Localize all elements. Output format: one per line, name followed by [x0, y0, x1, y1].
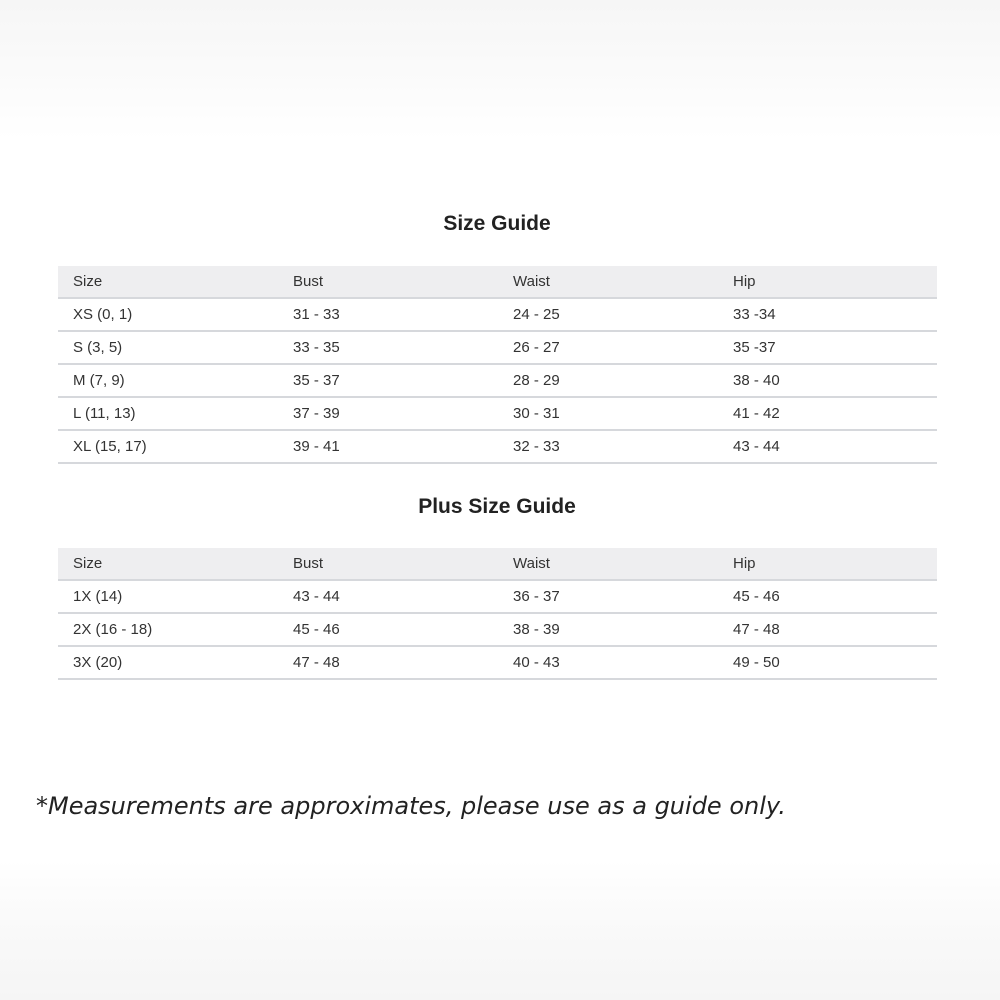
table-row — [58, 646, 937, 679]
hip-cell: 47 - 48 — [733, 613, 937, 646]
bust-cell: 31 - 33 — [293, 298, 513, 331]
waist-cell: 24 - 25 — [513, 298, 733, 331]
waist-cell: 28 - 29 — [513, 364, 733, 397]
measurement-disclaimer: *Measurements are approximates, please use as a guide only. — [36, 792, 786, 820]
size-cell: 1X (14) — [58, 580, 293, 613]
table-header-row — [58, 548, 937, 580]
column-header-size: Size — [58, 548, 293, 580]
table-row — [58, 430, 937, 463]
bust-cell: 35 - 37 — [293, 364, 513, 397]
bust-cell: 37 - 39 — [293, 397, 513, 430]
plus-size-guide-title: Plus Size Guide — [418, 495, 576, 518]
top-background-fade — [0, 0, 1000, 140]
table-row — [58, 397, 937, 430]
hip-cell: 41 - 42 — [733, 397, 937, 430]
hip-cell: 33 -34 — [733, 298, 937, 331]
table-header-row — [58, 266, 937, 298]
size-cell: XL (15, 17) — [58, 430, 293, 463]
column-header-bust: Bust — [293, 548, 513, 580]
hip-cell: 43 - 44 — [733, 430, 937, 463]
waist-cell: 26 - 27 — [513, 331, 733, 364]
waist-cell: 40 - 43 — [513, 646, 733, 679]
table-row — [58, 364, 937, 397]
size-cell: 3X (20) — [58, 646, 293, 679]
bust-cell: 39 - 41 — [293, 430, 513, 463]
size-guide-title: Size Guide — [443, 212, 551, 235]
bust-cell: 47 - 48 — [293, 646, 513, 679]
bottom-background-fade — [0, 860, 1000, 1000]
hip-cell: 38 - 40 — [733, 364, 937, 397]
column-header-waist: Waist — [513, 266, 733, 298]
waist-cell: 30 - 31 — [513, 397, 733, 430]
table-row — [58, 613, 937, 646]
bust-cell: 45 - 46 — [293, 613, 513, 646]
column-header-hip: Hip — [733, 548, 937, 580]
bust-cell: 43 - 44 — [293, 580, 513, 613]
bust-cell: 33 - 35 — [293, 331, 513, 364]
table-row — [58, 298, 937, 331]
waist-cell: 38 - 39 — [513, 613, 733, 646]
column-header-size: Size — [58, 266, 293, 298]
size-cell: L (11, 13) — [58, 397, 293, 430]
hip-cell: 35 -37 — [733, 331, 937, 364]
hip-cell: 45 - 46 — [733, 580, 937, 613]
hip-cell: 49 - 50 — [733, 646, 937, 679]
waist-cell: 32 - 33 — [513, 430, 733, 463]
plus-size-guide-table — [58, 548, 937, 680]
waist-cell: 36 - 37 — [513, 580, 733, 613]
size-cell: S (3, 5) — [58, 331, 293, 364]
table-row — [58, 331, 937, 364]
size-cell: 2X (16 - 18) — [58, 613, 293, 646]
size-cell: M (7, 9) — [58, 364, 293, 397]
size-cell: XS (0, 1) — [58, 298, 293, 331]
column-header-waist: Waist — [513, 548, 733, 580]
table-row — [58, 580, 937, 613]
column-header-hip: Hip — [733, 266, 937, 298]
size-guide-table — [58, 266, 937, 464]
column-header-bust: Bust — [293, 266, 513, 298]
